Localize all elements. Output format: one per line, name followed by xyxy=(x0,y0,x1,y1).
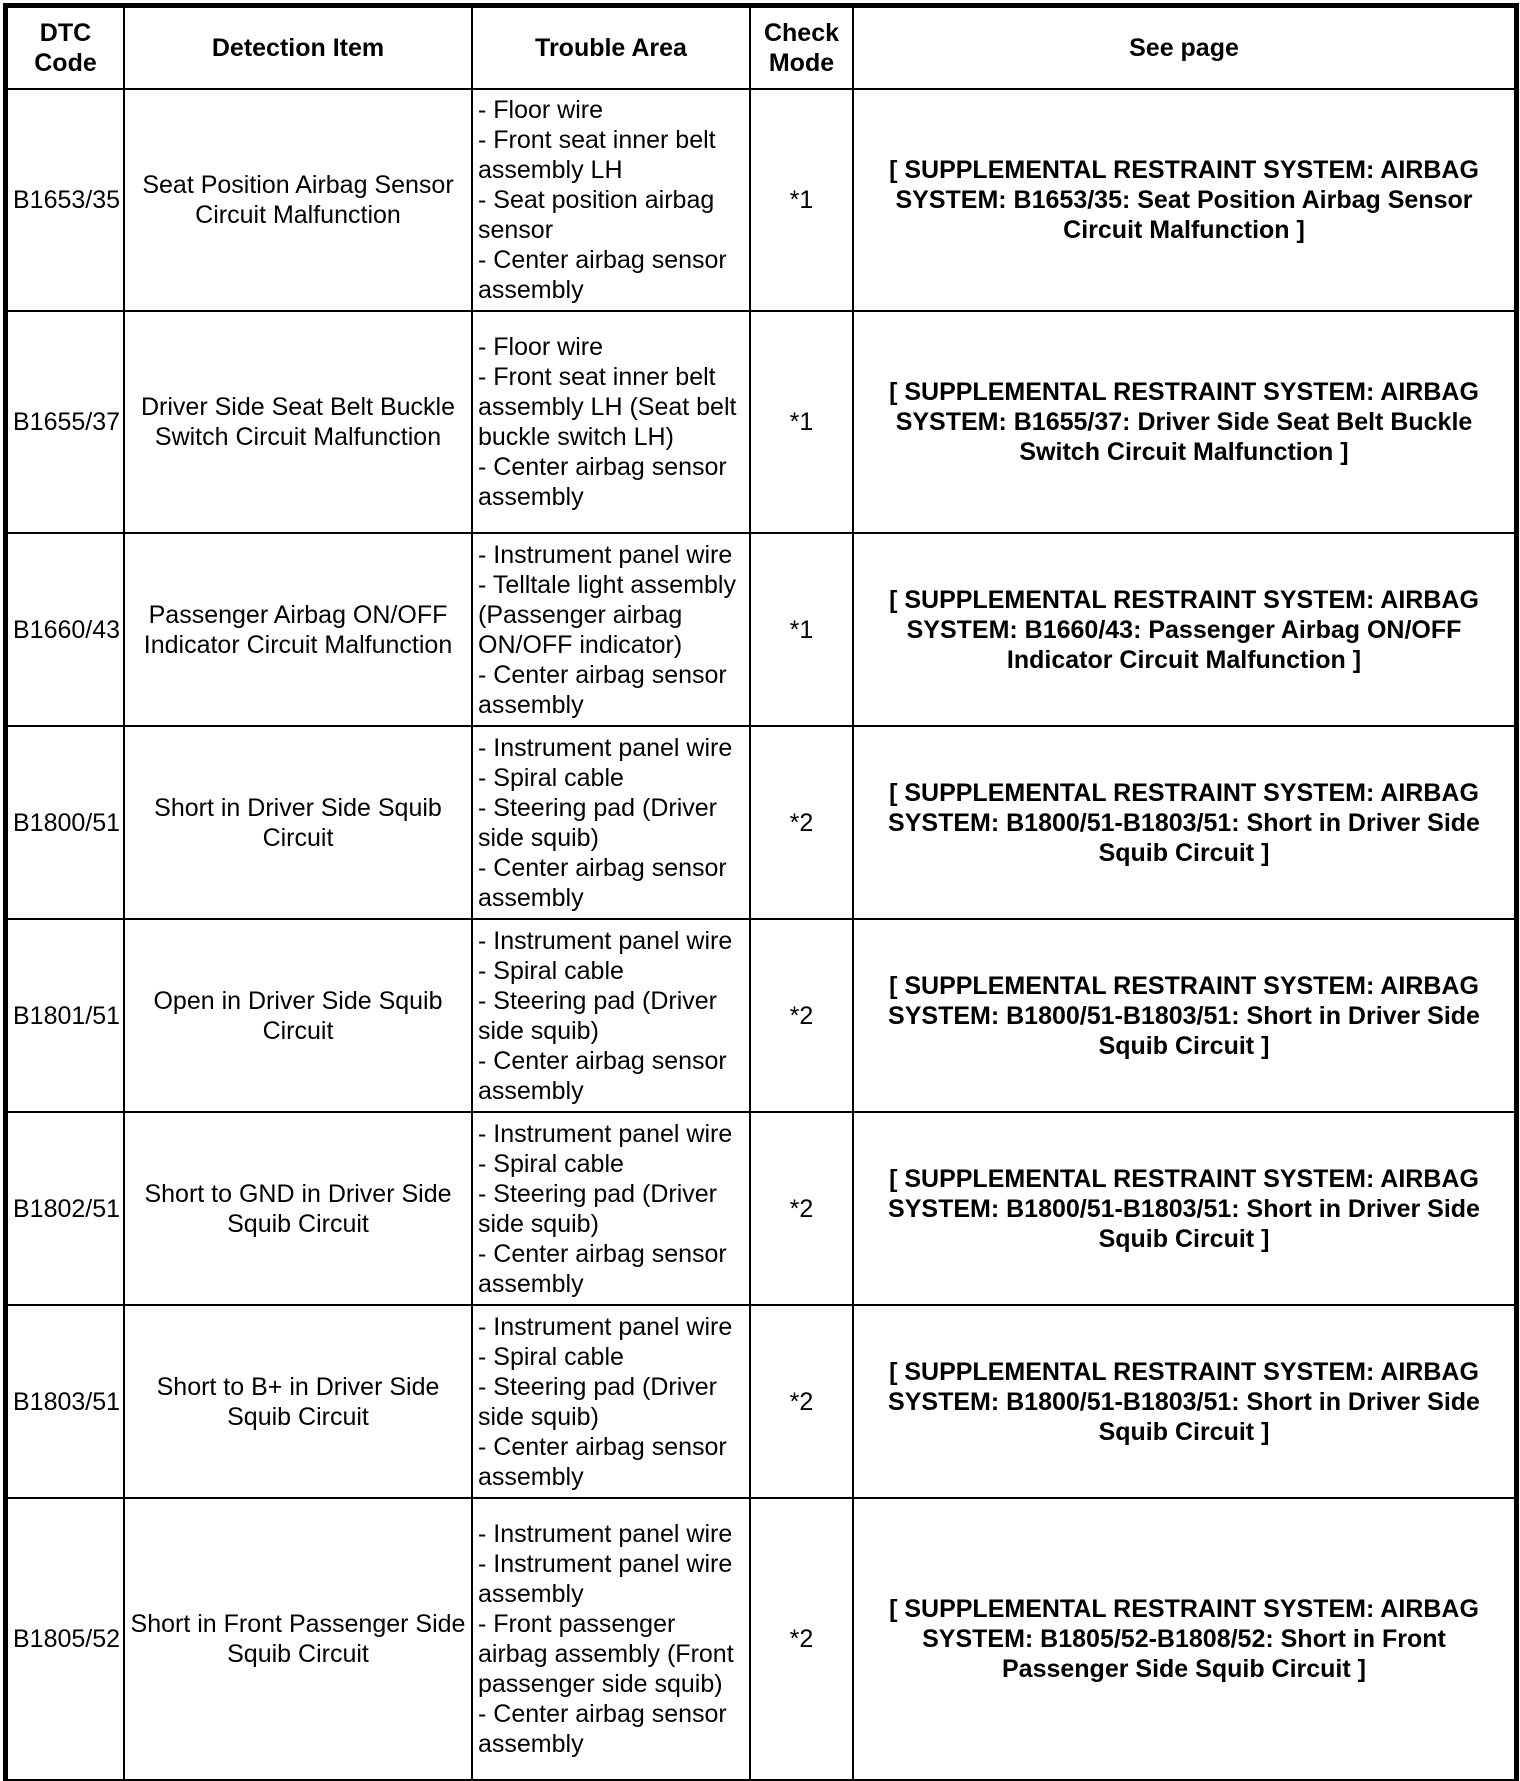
header-row xyxy=(7,7,1515,89)
table-body xyxy=(7,89,1515,1780)
see-page-link[interactable]: [ SUPPLEMENTAL RESTRAINT SYSTEM: AIRBAG SYSTEM: B1653/35: Seat Position Airbag Sensor Circuit Malfunction ] xyxy=(853,89,1515,311)
trouble-area-item: - Center airbag sensor assembly xyxy=(478,1432,727,1491)
detection-item-cell: Open in Driver Side Squib Circuit xyxy=(124,919,472,1112)
see-page-link[interactable]: [ SUPPLEMENTAL RESTRAINT SYSTEM: AIRBAG SYSTEM: B1655/37: Driver Side Seat Belt Buckle Switch Circuit Malfunction ] xyxy=(853,311,1515,533)
trouble-area-item: - Instrument panel wire xyxy=(478,1312,733,1341)
trouble-area-item: - Steering pad (Driver side squib) xyxy=(478,1372,717,1431)
trouble-area-item: - Floor wire xyxy=(478,96,604,124)
trouble-area-item: - Spiral cable xyxy=(478,1149,624,1178)
trouble-area-item: - Steering pad (Driver side squib) xyxy=(478,1179,717,1238)
trouble-area-item: - Instrument panel wire assembly xyxy=(478,1550,733,1608)
check-mode-cell: *1 xyxy=(750,89,853,311)
trouble-area-cell xyxy=(472,1305,750,1498)
check-mode-cell: *2 xyxy=(750,1305,853,1498)
trouble-area-item: - Floor wire xyxy=(478,333,604,361)
trouble-area-item: - Center airbag sensor assembly xyxy=(478,453,727,511)
dtc-code-cell: B1802/51 xyxy=(7,1112,124,1305)
trouble-area-cell xyxy=(472,1112,750,1305)
trouble-area-item: - Center airbag sensor assembly xyxy=(478,246,727,304)
header-trouble-area: Trouble Area xyxy=(472,7,750,89)
trouble-area-item: - Instrument panel wire xyxy=(478,1119,733,1148)
trouble-area-item: - Telltale light assembly (Passenger airbag ON/OFF indicator) xyxy=(478,570,736,659)
trouble-area-item: - Center airbag sensor assembly xyxy=(478,1700,727,1758)
detection-item-cell: Short to B+ in Driver Side Squib Circuit xyxy=(124,1305,472,1498)
trouble-area-item: - Center airbag sensor assembly xyxy=(478,1046,727,1105)
table-row xyxy=(7,311,1515,533)
header-check-mode: Check Mode xyxy=(750,7,853,89)
trouble-area-item: - Center airbag sensor assembly xyxy=(478,853,727,912)
table-row xyxy=(7,1305,1515,1498)
trouble-area-item: - Front seat inner belt assembly LH xyxy=(478,126,716,184)
detection-item-cell: Short in Front Passenger Side Squib Circuit xyxy=(124,1498,472,1780)
table-row xyxy=(7,1112,1515,1305)
check-mode-cell: *2 xyxy=(750,919,853,1112)
detection-item-cell: Short to GND in Driver Side Squib Circuit xyxy=(124,1112,472,1305)
table-row xyxy=(7,1498,1515,1780)
dtc-code-cell: B1803/51 xyxy=(7,1305,124,1498)
trouble-area-cell xyxy=(472,533,750,726)
trouble-area-item: - Center airbag sensor assembly xyxy=(478,660,727,719)
table-row xyxy=(7,533,1515,726)
trouble-area-item: - Center airbag sensor assembly xyxy=(478,1239,727,1298)
dtc-code-cell: B1801/51 xyxy=(7,919,124,1112)
see-page-link[interactable]: [ SUPPLEMENTAL RESTRAINT SYSTEM: AIRBAG SYSTEM: B1805/52-B1808/52: Short in Front Passenger Side Squib Circuit ] xyxy=(853,1498,1515,1780)
dtc-code-cell: B1660/43 xyxy=(7,533,124,726)
trouble-area-cell xyxy=(472,919,750,1112)
table-row xyxy=(7,726,1515,919)
detection-item-cell: Driver Side Seat Belt Buckle Switch Circuit Malfunction xyxy=(124,311,472,533)
trouble-area-item: - Instrument panel wire xyxy=(478,1520,733,1548)
table-row xyxy=(7,89,1515,311)
header-see-page: See page xyxy=(853,7,1515,89)
header-detection-item: Detection Item xyxy=(124,7,472,89)
see-page-link[interactable]: [ SUPPLEMENTAL RESTRAINT SYSTEM: AIRBAG SYSTEM: B1800/51-B1803/51: Short in Driver Side Squib Circuit ] xyxy=(853,1112,1515,1305)
dtc-table xyxy=(6,6,1516,1781)
table-row xyxy=(7,919,1515,1112)
trouble-area-item: - Steering pad (Driver side squib) xyxy=(478,986,717,1045)
dtc-code-cell: B1653/35 xyxy=(7,89,124,311)
see-page-link[interactable]: [ SUPPLEMENTAL RESTRAINT SYSTEM: AIRBAG SYSTEM: B1800/51-B1803/51: Short in Driver Side Squib Circuit ] xyxy=(853,919,1515,1112)
check-mode-cell: *1 xyxy=(750,533,853,726)
dtc-code-cell: B1655/37 xyxy=(7,311,124,533)
see-page-link[interactable]: [ SUPPLEMENTAL RESTRAINT SYSTEM: AIRBAG SYSTEM: B1800/51-B1803/51: Short in Driver Side Squib Circuit ] xyxy=(853,1305,1515,1498)
dtc-code-cell: B1800/51 xyxy=(7,726,124,919)
trouble-area-cell xyxy=(472,311,750,533)
detection-item-cell: Passenger Airbag ON/OFF Indicator Circuit Malfunction xyxy=(124,533,472,726)
trouble-area-item: - Front seat inner belt assembly LH (Seat belt buckle switch LH) xyxy=(478,363,737,451)
check-mode-cell: *2 xyxy=(750,1498,853,1780)
trouble-area-item: - Instrument panel wire xyxy=(478,733,733,762)
detection-item-cell: Short in Driver Side Squib Circuit xyxy=(124,726,472,919)
trouble-area-cell xyxy=(472,726,750,919)
check-mode-cell: *2 xyxy=(750,1112,853,1305)
trouble-area-item: - Instrument panel wire xyxy=(478,926,733,955)
trouble-area-item: - Front passenger airbag assembly (Front passenger side squib) xyxy=(478,1610,734,1698)
detection-item-cell: Seat Position Airbag Sensor Circuit Malfunction xyxy=(124,89,472,311)
trouble-area-item: - Spiral cable xyxy=(478,956,624,985)
trouble-area-item: - Spiral cable xyxy=(478,1342,624,1371)
trouble-area-item: - Instrument panel wire xyxy=(478,540,733,569)
see-page-link[interactable]: [ SUPPLEMENTAL RESTRAINT SYSTEM: AIRBAG SYSTEM: B1660/43: Passenger Airbag ON/OFF Indicator Circuit Malfunction ] xyxy=(853,533,1515,726)
trouble-area-item: - Seat position airbag sensor xyxy=(478,186,715,244)
see-page-link[interactable]: [ SUPPLEMENTAL RESTRAINT SYSTEM: AIRBAG SYSTEM: B1800/51-B1803/51: Short in Driver Side Squib Circuit ] xyxy=(853,726,1515,919)
check-mode-cell: *1 xyxy=(750,311,853,533)
dtc-code-cell: B1805/52 xyxy=(7,1498,124,1780)
trouble-area-item: - Steering pad (Driver side squib) xyxy=(478,793,717,852)
trouble-area-cell xyxy=(472,1498,750,1780)
trouble-area-item: - Spiral cable xyxy=(478,763,624,792)
trouble-area-cell xyxy=(472,89,750,311)
header-dtc-code: DTC Code xyxy=(7,7,124,89)
check-mode-cell: *2 xyxy=(750,726,853,919)
